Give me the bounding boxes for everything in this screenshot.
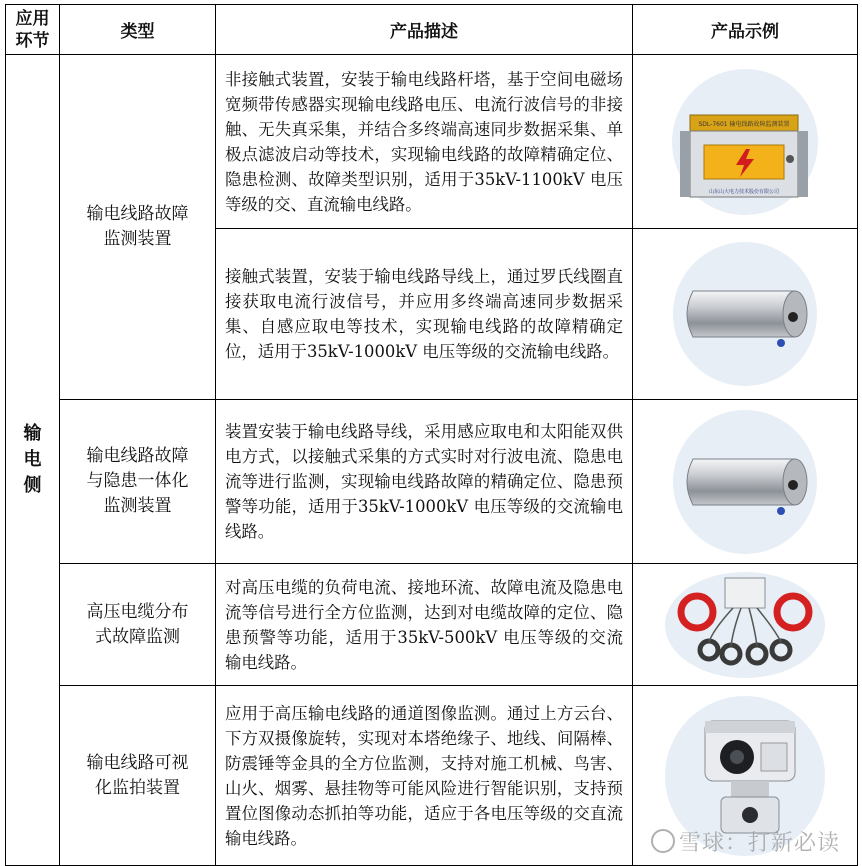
cylinder-sensor-icon [663, 407, 828, 557]
type-cell: 高压电缆分布 式故障监测 [60, 564, 216, 686]
stage-cell: 输 电 侧 [6, 55, 60, 866]
product-table [5, 4, 858, 866]
description-cell: 装置安装于输电线路导线，采用感应取电和太阳能双供电方式，以接触式采集的方式实时对行波电流、隐患电流等进行监测，实现输电线路故障的精确定位、隐患预警等功能，适用于35kV-1000kV 电压等级的交流输电线路。 [216, 400, 633, 564]
header-example: 产品示例 [633, 5, 858, 55]
header-description: 产品描述 [216, 5, 633, 55]
cylinder-sensor-icon [663, 239, 828, 389]
description-cell: 对高压电缆的负荷电流、接地环流、故障电流及隐患电流等信号进行全方位监测，达到对电缆故障的定位、隐患预警等功能，适用于35kV-500kV 电压等级的交流输电线路。 [216, 564, 633, 686]
header-type: 类型 [60, 5, 216, 55]
product-image-cell [633, 55, 858, 229]
description-cell: 接触式装置，安装于输电线路导线上，通过罗氏线圈直接获取电流行波信号，并应用多终端高速同步数据采集、自感应取电等技术，实现输电线路的故障精确定位，适用于35kV-1000kV 电压等级的交流输电线路。 [216, 229, 633, 400]
type-cell: 输电线路故障 与隐患一体化 监测装置 [60, 400, 216, 564]
header-stage: 应用 环节 [6, 5, 60, 55]
table-row [6, 55, 858, 229]
watermark-text: 雪球：打新必读 [678, 831, 840, 856]
snowball-logo-icon [651, 829, 675, 853]
type-cell: 输电线路可视 化监拍装置 [60, 686, 216, 866]
table-row [6, 400, 858, 564]
product-image-cell [633, 400, 858, 564]
cable-sensor-kit-icon [663, 570, 828, 680]
product-image-cell [633, 564, 858, 686]
description-cell: 非接触式装置，安装于输电线路杆塔，基于空间电磁场宽频带传感器实现输电线路电压、电流行波信号的非接触、无失真采集，并结合多终端高速同步数据采集、单极点滤波启动等技术，实现输电线路的故障精确定位、隐患检测、故障类型识别，适用于35kV-1100kV 电压等级的交、直流输电线路。 [216, 55, 633, 229]
description-cell: 应用于高压输电线路的通道图像监测。通过上方云台、下方双摄像旋转，实现对本塔绝缘子、地线、间隔棒、防震锤等金具的全方位监测，支持对施工机械、鸟害、山火、烟雾、悬挂物等可能风险进行智能识别，支持预置位图像动态抓拍等功能，适应于各电压等级的交直流输电线路。 [216, 686, 633, 866]
box-company: 山东山大电力技术股份有限公司 [708, 188, 780, 195]
table-header-row [6, 5, 858, 55]
type-cell: 输电线路故障 监测装置 [60, 55, 216, 400]
watermark [651, 826, 840, 857]
monitoring-box-icon [670, 67, 820, 217]
table-row [6, 564, 858, 686]
box-label: SDL-7601 输电线路故障监测装置 [698, 120, 790, 128]
product-image-cell [633, 229, 858, 400]
